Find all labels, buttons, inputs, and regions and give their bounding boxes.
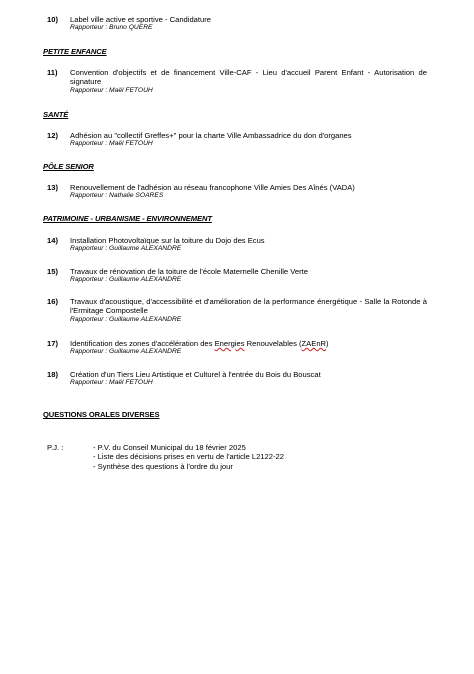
item-title-part: Renouvelables ( — [244, 339, 302, 348]
item-number: 17) — [47, 339, 58, 348]
agenda-item — [47, 15, 427, 33]
item-rapporteur: Rapporteur : Guillaume ALEXANDRE — [70, 348, 182, 356]
pj-list — [93, 443, 284, 471]
item-number: 13) — [47, 183, 58, 192]
item-number: 12) — [47, 131, 58, 140]
section-heading-sante: SANTÉ — [43, 110, 69, 119]
item-number: 15) — [47, 267, 58, 276]
item-title-part: Identification des zones d'accélération des — [70, 339, 215, 348]
pj-item: - Synthèse des questions à l'ordre du jour — [93, 461, 233, 471]
item-rapporteur: Rapporteur : Maël FETOUH — [70, 140, 153, 148]
agenda-item — [47, 236, 427, 254]
item-number: 16) — [47, 297, 58, 306]
section-heading-questions-orales: QUESTIONS ORALES DIVERSES — [43, 410, 160, 419]
item-title — [70, 339, 427, 348]
agenda-item — [47, 183, 427, 201]
agenda-item — [47, 68, 427, 95]
agenda-item — [47, 131, 427, 149]
agenda-item — [47, 297, 427, 324]
item-title-part: ) — [326, 339, 329, 348]
item-rapporteur: Rapporteur : Nathalie SOARES — [70, 192, 164, 200]
item-rapporteur: Rapporteur : Maël FETOUH — [70, 86, 153, 94]
agenda-item — [47, 267, 427, 285]
item-rapporteur: Rapporteur : Bruno QUERE — [70, 24, 153, 32]
item-number: 14) — [47, 236, 58, 245]
item-number: 18) — [47, 370, 58, 379]
section-heading-pole-senior: PÔLE SENIOR — [43, 162, 94, 171]
item-title: Renouvellement de l'adhésion au réseau francophone Ville Amies Des Aînés (VADA) — [70, 183, 355, 192]
pj-item: - Liste des décisions prises en vertu de l'article L2122-22 — [93, 452, 284, 462]
section-heading-petite-enfance: PETITE ENFANCE — [43, 47, 107, 56]
agenda-item — [47, 339, 427, 357]
agenda-item — [47, 370, 427, 388]
item-rapporteur: Rapporteur : Maël FETOUH — [70, 379, 153, 387]
item-rapporteur: Rapporteur : Guillaume ALEXANDRE — [70, 315, 182, 323]
item-number: 11) — [47, 68, 58, 77]
spellcheck-word: ZAEnR — [301, 339, 327, 348]
pj-item: - P.V. du Conseil Municipal du 18 février 2025 — [93, 443, 246, 452]
item-title: Label ville active et sportive - Candidature — [70, 15, 211, 24]
pj-label: P.J. : — [47, 443, 64, 452]
item-title: Installation Photovoltaïque sur la toiture du Dojo des Ecus — [70, 236, 265, 245]
item-title: Création d'un Tiers Lieu Artistique et Culturel à l'entrée du Bois du Bouscat — [70, 370, 321, 379]
item-title: Convention d'objectifs et de financement Ville-CAF - Lieu d'accueil Parent Enfant - Autorisation de signature — [70, 68, 427, 87]
item-number: 10) — [47, 15, 58, 24]
item-rapporteur: Rapporteur : Guillaume ALEXANDRE — [70, 245, 182, 253]
item-rapporteur: Rapporteur : Guillaume ALEXANDRE — [70, 276, 182, 284]
spellcheck-word: Energies — [214, 339, 245, 348]
section-heading-patrimoine: PATRIMOINE - URBANISME - ENVIRONNEMENT — [43, 214, 212, 223]
item-title: Adhésion au "collectif Greffes+" pour la charte Ville Ambassadrice du don d'organes — [70, 131, 352, 140]
item-title: Travaux d'acoustique, d'accessibilité et d'amélioration de la performance énergétique - Salle la Rotonde à l'Ermitage Compostelle — [70, 297, 427, 316]
item-title: Travaux de rénovation de la toiture de l'école Maternelle Chenille Verte — [70, 267, 308, 276]
